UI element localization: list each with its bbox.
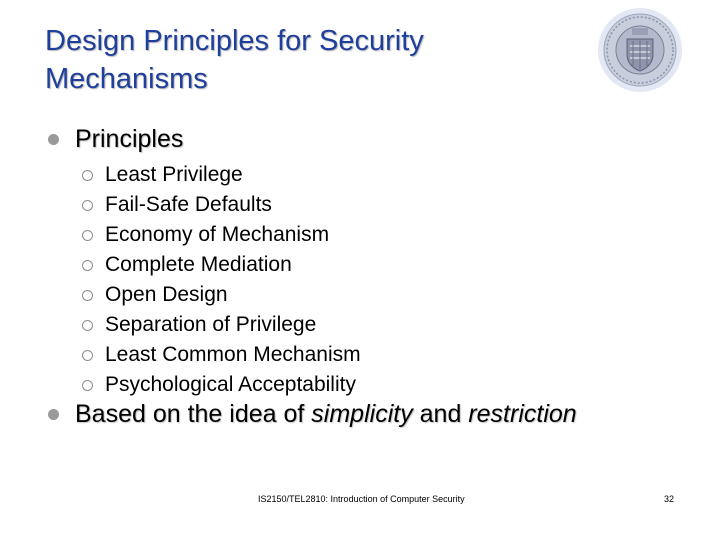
- list-item-text: Least Common Mechanism: [105, 343, 361, 366]
- slide-footer: IS2150/TEL2810: Introduction of Computer Security: [258, 494, 465, 504]
- emphasis-simplicity: simplicity: [311, 400, 413, 428]
- list-item: [82, 370, 361, 400]
- list-item-text: Economy of Mechanism: [105, 223, 330, 246]
- ring-bullet-icon: [82, 380, 93, 391]
- bullet-simplicity-restriction: [48, 400, 577, 429]
- list-item-text: Psychological Acceptability: [105, 373, 356, 396]
- bullet-prefix-text: Based on the idea of: [75, 400, 312, 428]
- ring-bullet-icon: [82, 290, 93, 301]
- bullet-dot-icon: [48, 409, 59, 420]
- bullet-dot-icon: [48, 134, 59, 145]
- bullet-mid-text: and: [412, 400, 469, 428]
- bullet-principles-text: Principles: [75, 125, 184, 153]
- slide-title-line-1: Design Principles for Security: [45, 25, 424, 57]
- list-item-text: Least Privilege: [105, 163, 243, 186]
- principles-list: [82, 160, 361, 400]
- ring-bullet-icon: [82, 260, 93, 271]
- list-item: [82, 340, 361, 370]
- university-seal-logo: [596, 6, 684, 94]
- ring-bullet-icon: [82, 320, 93, 331]
- list-item: [82, 250, 361, 280]
- ring-bullet-icon: [82, 170, 93, 181]
- list-item: [82, 220, 361, 250]
- ring-bullet-icon: [82, 350, 93, 361]
- page-number: 32: [664, 494, 675, 504]
- ring-bullet-icon: [82, 230, 93, 241]
- list-item-text: Complete Mediation: [105, 253, 292, 276]
- list-item-text: Separation of Privilege: [105, 313, 317, 336]
- bullet-principles: [48, 125, 183, 154]
- bullet-simplicity-text: [75, 400, 577, 429]
- list-item: [82, 310, 361, 340]
- list-item: [82, 280, 361, 310]
- list-item-text: Open Design: [105, 283, 228, 306]
- emphasis-restriction: restriction: [468, 400, 577, 428]
- list-item-text: Fail-Safe Defaults: [105, 193, 272, 216]
- ring-bullet-icon: [82, 200, 93, 211]
- slide-title: [45, 22, 565, 98]
- list-item: [82, 160, 361, 190]
- list-item: [82, 190, 361, 220]
- slide-title-line-2: Mechanisms: [45, 63, 208, 95]
